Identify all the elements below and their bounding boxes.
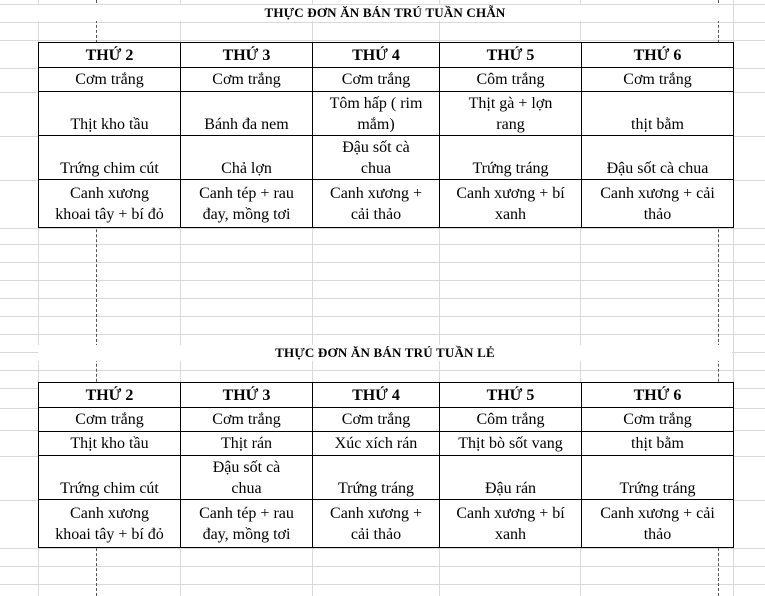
dish-text: Côm trắng bbox=[476, 411, 545, 428]
menu-cell bbox=[181, 456, 313, 500]
day-header: THỨ 2 bbox=[39, 383, 181, 408]
menu-cell bbox=[39, 500, 181, 548]
menu-cell bbox=[181, 136, 313, 180]
dish-text: Côm trắng bbox=[476, 71, 545, 88]
dish-text: thịt bằm bbox=[631, 435, 684, 452]
menu-cell bbox=[39, 180, 181, 228]
menu-cell bbox=[440, 408, 582, 432]
dish-text: Canh xương bbox=[70, 504, 149, 522]
menu-cell bbox=[313, 500, 440, 548]
dish-text: Cơm trắng bbox=[75, 411, 144, 428]
menu-cell bbox=[582, 68, 734, 92]
dish-text: Cơm trắng bbox=[623, 71, 692, 88]
dish-text: xanh bbox=[494, 525, 527, 543]
menu-cell bbox=[582, 92, 734, 136]
table-row bbox=[39, 180, 734, 228]
menu-cell bbox=[582, 500, 734, 548]
dish-text: Đậu rán bbox=[484, 480, 537, 497]
dish-text: Cơm trắng bbox=[212, 411, 281, 428]
dish-text: Cơm trắng bbox=[75, 71, 144, 88]
dish-text: thảo bbox=[643, 525, 672, 543]
dish-text: Canh xương + bbox=[330, 184, 422, 202]
menu-cell bbox=[39, 408, 181, 432]
menu-cell bbox=[313, 456, 440, 500]
dish-text: Trứng tráng bbox=[472, 160, 549, 177]
dish-text: Thịt gà + lợn bbox=[468, 95, 553, 112]
dish-text: chua bbox=[360, 160, 392, 177]
table-row bbox=[39, 456, 734, 500]
dish-text: Canh xương bbox=[70, 184, 149, 202]
dish-text: cải thảo bbox=[350, 205, 402, 223]
table-row bbox=[39, 408, 734, 432]
dish-text: Canh xương + cải bbox=[600, 184, 715, 202]
day-header: THỨ 4 bbox=[313, 43, 440, 68]
dish-text: Thịt kho tầu bbox=[70, 435, 149, 452]
menu-cell bbox=[313, 180, 440, 228]
menu-cell bbox=[39, 456, 181, 500]
menu-cell bbox=[582, 432, 734, 456]
table-row bbox=[39, 92, 734, 136]
dish-text: Đậu sốt cà bbox=[212, 459, 281, 476]
menu-cell bbox=[181, 68, 313, 92]
menu-cell bbox=[181, 92, 313, 136]
menu-cell bbox=[181, 432, 313, 456]
odd-week-body bbox=[39, 408, 734, 548]
menu-cell bbox=[440, 432, 582, 456]
dish-text: Canh xương + bí bbox=[456, 184, 565, 202]
menu-cell bbox=[440, 136, 582, 180]
day-header: THỨ 5 bbox=[440, 43, 582, 68]
menu-cell bbox=[313, 408, 440, 432]
dish-text: cải thảo bbox=[350, 525, 402, 543]
menu-cell bbox=[181, 500, 313, 548]
day-header: THỨ 3 bbox=[181, 43, 313, 68]
even-week-menu-table bbox=[38, 42, 734, 228]
menu-cell bbox=[440, 68, 582, 92]
menu-cell bbox=[582, 408, 734, 432]
odd-week-title: THỰC ĐƠN ĂN BÁN TRÚ TUẦN LẺ bbox=[38, 345, 732, 361]
dish-text: khoai tây + bí đỏ bbox=[55, 205, 164, 223]
dish-text: mắm) bbox=[357, 116, 395, 133]
dish-text: rang bbox=[496, 116, 525, 133]
table-row bbox=[39, 432, 734, 456]
dish-text: Thịt kho tầu bbox=[70, 116, 149, 133]
menu-cell bbox=[440, 180, 582, 228]
menu-cell bbox=[582, 456, 734, 500]
day-header: THỨ 4 bbox=[313, 383, 440, 408]
table-row bbox=[39, 500, 734, 548]
dish-text: Trứng chim cút bbox=[60, 160, 159, 177]
dish-text: Đậu sốt cà chua bbox=[606, 160, 709, 177]
dish-text: Xúc xích rán bbox=[334, 435, 418, 452]
dish-text: Cơm trắng bbox=[623, 411, 692, 428]
dish-text: đay, mồng tơi bbox=[202, 525, 291, 543]
dish-text: Trứng chim cút bbox=[60, 480, 159, 497]
menu-cell bbox=[181, 180, 313, 228]
table-header-row bbox=[39, 383, 734, 408]
dish-text: Thịt rán bbox=[220, 435, 273, 452]
even-week-body bbox=[39, 68, 734, 228]
dish-text: Đậu sốt cà bbox=[342, 139, 410, 156]
dish-text: Chả lợn bbox=[221, 160, 272, 177]
dish-text: Canh xương + bbox=[330, 504, 422, 522]
dish-text: thảo bbox=[643, 205, 672, 223]
table-header-row bbox=[39, 43, 734, 68]
menu-cell bbox=[181, 408, 313, 432]
odd-week-menu-table bbox=[38, 382, 734, 548]
menu-cell bbox=[39, 68, 181, 92]
menu-cell bbox=[313, 432, 440, 456]
dish-text: Bánh đa nem bbox=[204, 116, 289, 133]
menu-cell bbox=[39, 432, 181, 456]
dish-text: Tôm hấp ( rim bbox=[329, 95, 423, 112]
dish-text: Cơm trắng bbox=[212, 71, 281, 88]
day-header: THỨ 6 bbox=[582, 383, 734, 408]
dish-text: chua bbox=[231, 480, 262, 497]
day-header: THỨ 3 bbox=[181, 383, 313, 408]
dish-text: thịt bằm bbox=[631, 116, 684, 133]
menu-cell bbox=[440, 456, 582, 500]
table-row bbox=[39, 136, 734, 180]
dish-text: khoai tây + bí đỏ bbox=[55, 525, 164, 543]
menu-cell bbox=[39, 136, 181, 180]
dish-text: Canh tép + rau bbox=[199, 504, 294, 522]
menu-cell bbox=[313, 68, 440, 92]
day-header: THỨ 5 bbox=[440, 383, 582, 408]
dish-text: Canh xương + bí bbox=[456, 504, 565, 522]
day-header: THỨ 2 bbox=[39, 43, 181, 68]
menu-cell bbox=[39, 92, 181, 136]
dish-text: Cơm trắng bbox=[341, 411, 411, 428]
even-week-title: THỰC ĐƠN ĂN BÁN TRÚ TUẦN CHẴN bbox=[38, 5, 732, 21]
menu-cell bbox=[582, 180, 734, 228]
menu-cell bbox=[440, 500, 582, 548]
dish-text: Canh tép + rau bbox=[199, 184, 294, 202]
menu-cell bbox=[313, 92, 440, 136]
dish-text: Trứng tráng bbox=[337, 480, 415, 497]
menu-cell bbox=[313, 136, 440, 180]
menu-cell bbox=[582, 136, 734, 180]
dish-text: Trứng tráng bbox=[619, 480, 696, 497]
dish-text: Canh xương + cải bbox=[600, 504, 715, 522]
dish-text: Thịt bò sốt vang bbox=[458, 435, 563, 452]
dish-text: đay, mồng tơi bbox=[202, 205, 291, 223]
table-row bbox=[39, 68, 734, 92]
menu-cell bbox=[440, 92, 582, 136]
day-header: THỨ 6 bbox=[582, 43, 734, 68]
dish-text: Cơm trắng bbox=[341, 71, 411, 88]
dish-text: xanh bbox=[494, 205, 527, 223]
